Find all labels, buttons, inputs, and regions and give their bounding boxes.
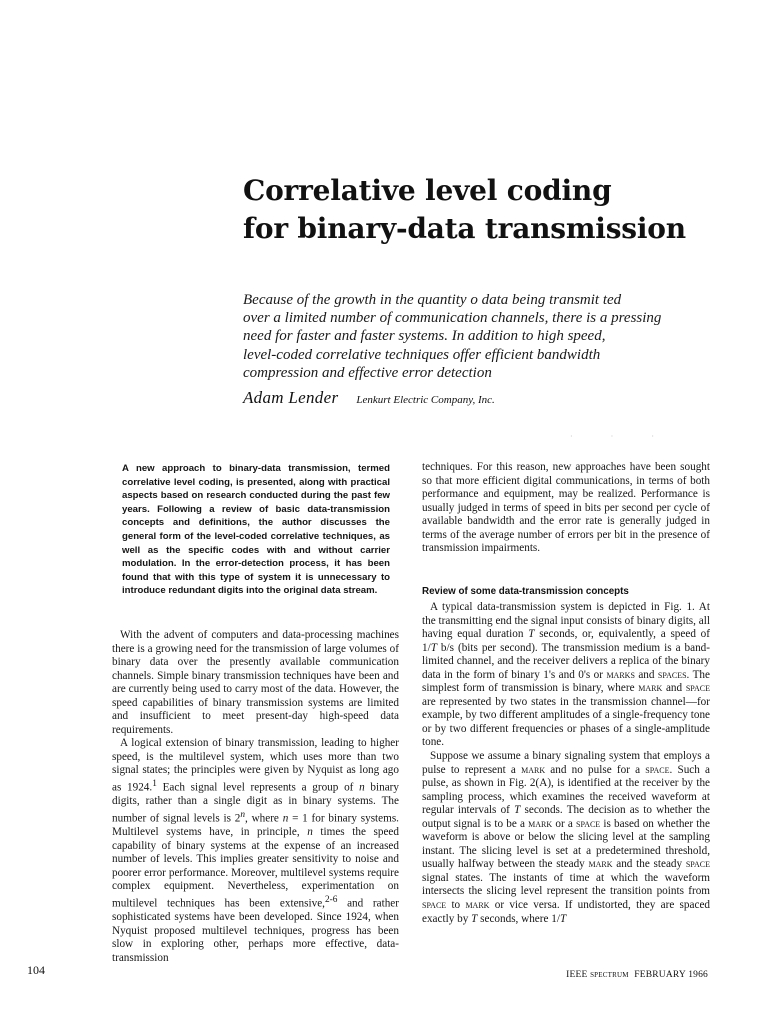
section-heading: Review of some data-transmission concepts [422, 586, 629, 597]
subtitle-line: over a limited number of communication channels, there is a pressing [243, 310, 662, 327]
paragraph-text: signal states. The instants of time at which the waveform intersects the slicing level represent the transition points from [422, 871, 710, 898]
paragraph-text: A logical extension of binary transmission, leading to higher speed, is the multilevel system, which uses more than two signal states; the principles were given by Nyquist as long ago as 1924. [112, 737, 399, 794]
paragraph-text: and the steady [612, 858, 686, 871]
term-mark: mark [465, 899, 490, 912]
paragraph-text: , where [244, 812, 283, 825]
paragraph-text: times the speed capability of binary systems at the expense of an increased number of levels. This implies greater sensitivity to noise and poorer error performance. Moreover, multilevel systems require complex equipment. Nevertheless, experimentation on multilevel techniques has been extensive, [112, 826, 399, 910]
term-space: space [422, 899, 447, 912]
byline [243, 388, 495, 408]
paragraph-text: Each signal level represents a group of [156, 781, 360, 794]
variable-n: n [282, 812, 289, 825]
paragraph-text: or a [552, 817, 577, 830]
variable-T: T [559, 912, 567, 925]
variable-T: T [528, 628, 535, 641]
term-marks: marks [606, 668, 635, 681]
term-mark: mark [528, 817, 553, 830]
paragraph-text: and no pulse for a [545, 763, 646, 776]
body-column-right-top [422, 461, 710, 556]
variable-n: n [307, 826, 313, 839]
body-paragraph: techniques. For this reason, new approaches have been sought so that more efficient digital communications, in terms of both performance and equipment, may be realized. Performance is usually judged in terms of speed in bits per second per cycle of available bandwidth and the error rate is generally judged in terms of the average number of errors per bit in the presence of transmission impairments. [422, 461, 710, 555]
paragraph-text: and rather sophisticated systems have been developed. Since 1924, when Nyquist proposed multilevel techniques, progress has been slow in exploring other, perhaps more effective, data-transmission [112, 897, 399, 964]
title-line-1: Correlative level coding [243, 174, 612, 207]
body-column-right-bottom [422, 601, 710, 926]
variable-T: T [471, 912, 478, 925]
paragraph-text: seconds, or, equivalently, a speed of 1/ [422, 628, 710, 654]
term-mark: mark [638, 682, 663, 695]
paragraph-text: With the advent of computers and data-processing machines there is a growing need for the transmission of large volumes of binary data over the presently available communication channels. Simple binary transmission techniques have been and are currently being used to carry most of the data. However, the speed capabilities of binary transmission systems are limited and insufficient to meet present-day high-speed data requirements. [112, 629, 399, 736]
paragraph-text: A typical data-transmission system is depicted in Fig. 1. At the transmitting end the signal input consists of binary digits, all having equal duration [422, 601, 710, 641]
variable-T: T [514, 804, 521, 817]
paragraph-text: seconds, where 1/ [477, 912, 560, 925]
term-space: space [576, 817, 601, 830]
running-footer [566, 970, 708, 980]
paragraph-text: Suppose we assume a binary signaling system that employs a pulse to represent a [422, 750, 710, 776]
variable-n: n [359, 781, 365, 794]
paragraph-text: . The simplest form of transmission is binary, where [422, 668, 710, 695]
page-number: 104 [27, 963, 45, 977]
subtitle-line: compression and effective error detection [243, 364, 492, 381]
term-mark: mark [521, 763, 546, 776]
article-title [243, 172, 743, 248]
author-affiliation: Lenkurt Electric Company, Inc. [356, 394, 495, 406]
variable-T: T [430, 641, 437, 654]
body-paragraph [422, 750, 710, 926]
body-column-left [112, 629, 399, 965]
subtitle-line: level-coded correlative techniques offer efficient bandwidth [243, 346, 601, 363]
subtitle-line: need for faster and faster systems. In addition to high speed, [243, 328, 606, 345]
reference-marker: 2-6 [324, 894, 338, 905]
paragraph-text: seconds. The decision as to whether the output signal is to be a [422, 804, 710, 830]
term-mark: mark [588, 858, 613, 871]
abstract: A new approach to binary-data transmission, termed correlative level coding, is presented, along with practical aspects based on research conducted during the past few years. Following a review of basic data-transmission concepts and definitions, the author discusses the general form of the level-coded correlative techniques, as well as the specific codes with and without carrier modulation. In the error-detection process, it has been found that with this type of system it is unnecessary to introduce redundant digits into the original data stream. [122, 463, 390, 597]
scan-specks: · · · [570, 432, 672, 441]
paragraph-text: and [662, 682, 686, 695]
body-paragraph [112, 737, 399, 965]
title-line-2: for binary-data transmission [243, 212, 686, 245]
paragraph-text: and [634, 668, 658, 681]
paragraph-text: or vice versa. If undistorted, they are spaced exactly by [422, 899, 710, 925]
paragraph-text: to [446, 899, 466, 912]
body-paragraph [422, 601, 710, 750]
reference-marker: 1 [152, 779, 157, 790]
paragraph-text: binary digits, rather than a single digit as in binary systems. The number of signal levels is 2 [112, 781, 399, 825]
term-space: space [645, 763, 670, 776]
subtitle-line: Because of the growth in the quantity o data being transmit ted [243, 292, 622, 308]
exponent-n: n [240, 809, 245, 820]
body-paragraph [112, 629, 399, 737]
paragraph-text: . Such a pulse, as shown in Fig. 2(A), is identified at the receiver by the sampling process, which examines the received waveform at regular intervals of [422, 763, 711, 817]
term-space: space [685, 682, 710, 695]
article-subtitle [243, 291, 723, 382]
journal-name: IEEE spectrum [566, 970, 629, 980]
term-space: space [685, 858, 710, 871]
paragraph-text: are represented by two states in the transmission channel—for example, by two different amplitudes of a single-frequency tone or by two different frequencies or phases of a single-amplitude tone. [422, 695, 710, 749]
term-spaces: spaces [657, 668, 687, 681]
issue-date: FEBRUARY 1966 [634, 970, 708, 980]
paragraph-text: = 1 for binary systems. Multilevel systems have, in principle, [112, 812, 399, 839]
paragraph-text: is based on whether the waveform is above or below the slicing level at the sampling instant. The slicing level is set at a predetermined threshold, usually halfway between the steady [422, 817, 710, 871]
author-name: Adam Lender [243, 388, 339, 407]
paragraph-text: b/s (bits per second). The transmission medium is a band-limited channel, and the receiver delivers a replica of the binary data in the form of binary 1's and 0's or [422, 641, 710, 681]
